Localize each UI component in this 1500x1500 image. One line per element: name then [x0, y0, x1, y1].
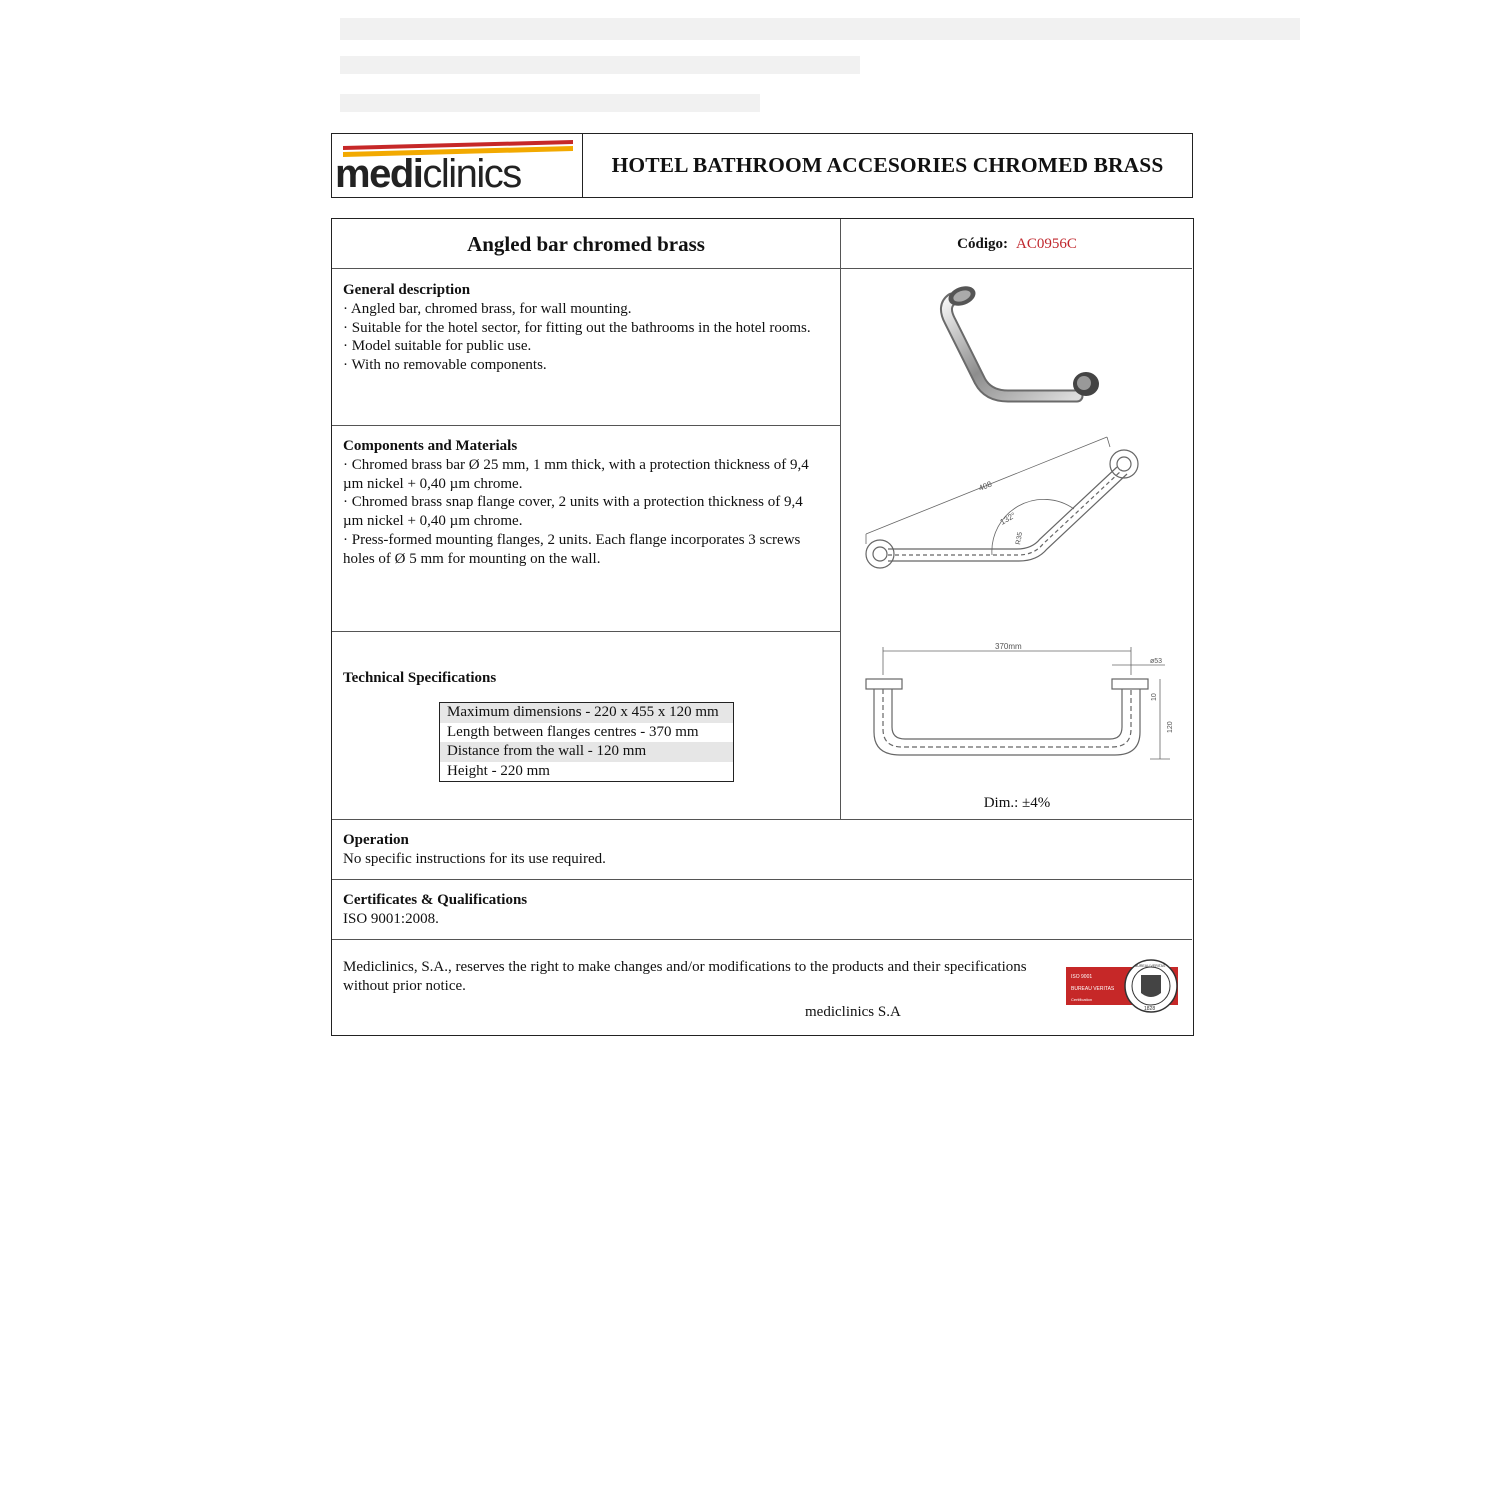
badge-seal-text: BUREAU VERITAS — [1135, 964, 1166, 968]
spec-row: Height - 220 mm — [447, 762, 550, 779]
product-code — [841, 219, 1193, 269]
general-heading: General description — [343, 282, 471, 298]
dim-radius: R35 — [1015, 531, 1025, 546]
general-line: · Angled bar, chromed brass, for wall mounting. — [343, 300, 632, 317]
divider — [332, 425, 840, 426]
badge-line1: ISO 9001 — [1071, 974, 1093, 980]
badge-line2: BUREAU VERITAS — [1071, 986, 1115, 992]
general-line: · Model suitable for public use. — [343, 338, 532, 355]
components-line: holes of Ø 5 mm for mounting on the wall. — [343, 550, 601, 567]
dim-angle: 132° — [998, 510, 1018, 527]
footer-line: Mediclinics, S.A., reserves the right to make changes and/or modifications to the products and their specifications — [343, 959, 1027, 975]
product-title: Angled bar chromed brass — [467, 231, 705, 256]
certificates-heading: Certificates & Qualifications — [343, 892, 528, 908]
components-heading: Components and Materials — [343, 438, 518, 454]
divider — [332, 631, 840, 632]
divider — [332, 819, 1192, 820]
spec-row: Length between flanges centres - 370 mm — [447, 723, 699, 740]
dim-front-length: 370mm — [995, 642, 1022, 651]
dim-flange-dia: ø53 — [1150, 658, 1163, 665]
angled-bar-drawing — [852, 429, 1152, 599]
operation-text: No specific instructions for its use required. — [343, 850, 606, 867]
code-label: Código: — [957, 235, 1008, 252]
components-materials — [343, 437, 809, 569]
operation-heading: Operation — [343, 832, 409, 848]
footer-company: mediclinics S.A — [805, 1004, 901, 1020]
footer-notice — [343, 958, 1063, 996]
technical-specifications — [343, 669, 496, 688]
spec-row: Maximum dimensions - 220 x 455 x 120 mm — [440, 703, 733, 723]
dimension-tolerance: Dim.: ±4% — [983, 795, 1051, 811]
components-line: · Press-formed mounting flanges, 2 units. Each flange incorporates 3 screws — [343, 531, 801, 548]
spec-row: Distance from the wall - 120 mm — [440, 742, 733, 762]
components-line: · Chromed brass bar Ø 25 mm, 1 mm thick, with a protection thickness of 9,4 — [343, 456, 809, 473]
dim-flange-depth: 10 — [1151, 693, 1158, 701]
divider — [840, 219, 841, 819]
logo — [332, 134, 583, 197]
components-line: µm nickel + 0,40 µm chrome. — [343, 513, 523, 530]
bleed-through-shadow — [330, 8, 1330, 128]
technical-heading: Technical Specifications — [343, 670, 497, 686]
footer-line: without prior notice. — [343, 977, 466, 994]
certificates — [343, 891, 527, 929]
badge-line3: Certification — [1071, 997, 1093, 1002]
general-line: · With no removable components. — [343, 357, 547, 374]
header-title: HOTEL BATHROOM ACCESORIES CHROMED BRASS — [611, 153, 1164, 177]
document-header — [331, 133, 1193, 198]
spec-table — [439, 702, 734, 782]
divider — [332, 879, 1192, 880]
certificates-text: ISO 9001:2008. — [343, 910, 439, 927]
general-description — [343, 281, 811, 375]
badge-seal-year: 1828 — [1144, 1006, 1156, 1012]
components-line: µm nickel + 0,40 µm chrome. — [343, 475, 523, 492]
dim-wall-distance: 120 — [1167, 721, 1174, 733]
front-view-drawing — [860, 637, 1180, 787]
code-value: AC0956C — [1016, 235, 1077, 252]
certification-badge — [1066, 957, 1178, 1015]
operation — [343, 831, 606, 869]
logo-wordmark: mediclinics — [335, 152, 521, 196]
divider — [332, 939, 1192, 940]
general-line: · Suitable for the hotel sector, for fitting out the bathrooms in the hotel rooms. — [343, 319, 811, 336]
product-sheet — [331, 218, 1194, 1036]
product-photo — [922, 281, 1112, 416]
components-line: · Chromed brass snap flange cover, 2 units with a protection thickness of 9,4 — [343, 494, 803, 511]
dim-angled-length: 408 — [977, 479, 994, 493]
